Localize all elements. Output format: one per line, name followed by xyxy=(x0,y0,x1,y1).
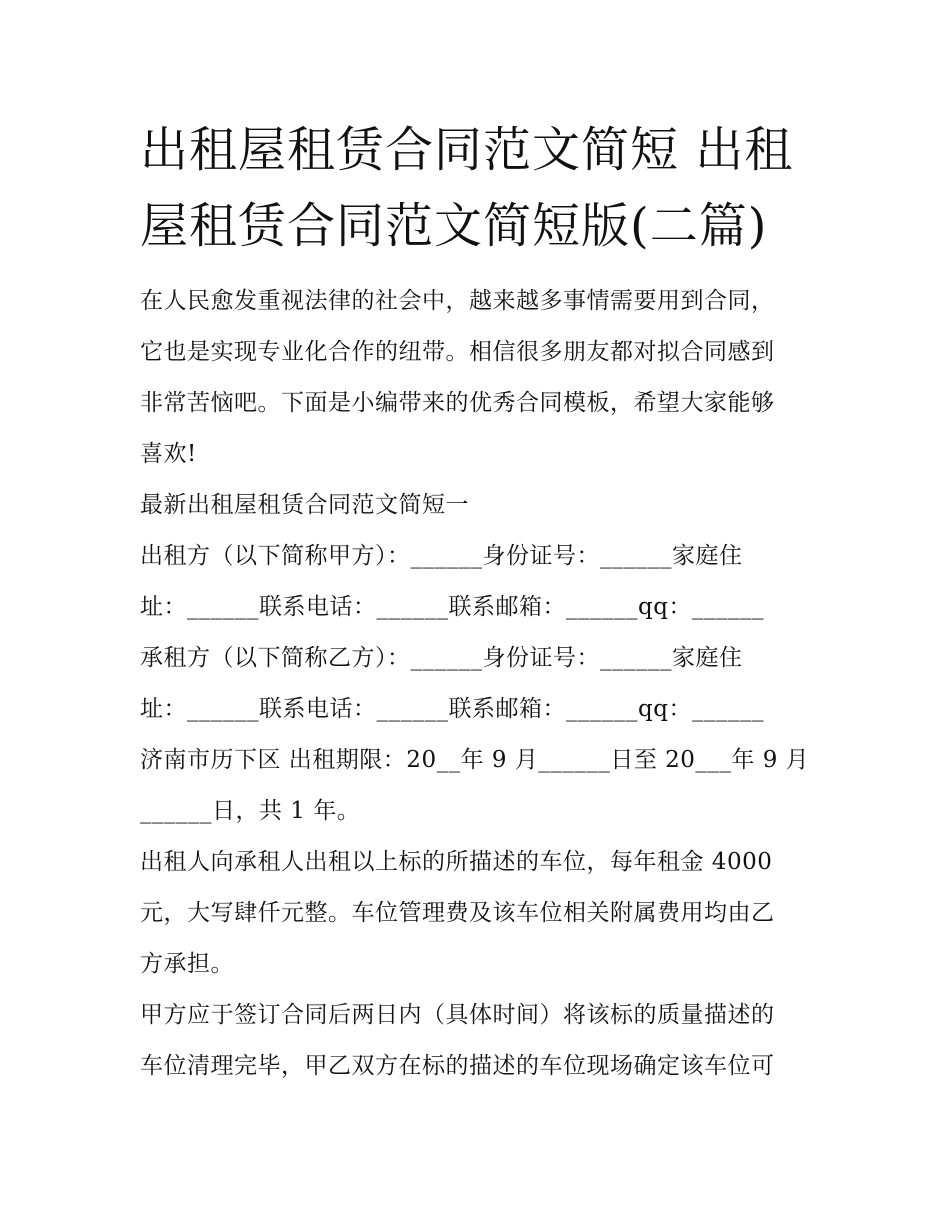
rent-line-1: 出租人向承租人出租以上标的所描述的车位，每年租金 4000 xyxy=(140,849,773,875)
term-line-2: ______日，共 1 年。 xyxy=(140,798,361,824)
rent-line-2: 元，大写肆仟元整。车位管理费及该车位相关附属费用均由乙 xyxy=(140,900,775,926)
rent-line-3: 方承担。 xyxy=(140,951,234,977)
lessor-line-2: 址：______联系电话：______联系邮箱：______qq：______ xyxy=(140,594,764,620)
document-title xyxy=(140,112,830,264)
intro-line-3: 非常苦恼吧。下面是小编带来的优秀合同模板，希望大家能够 xyxy=(140,390,775,416)
delivery-line-2: 车位清理完毕，甲乙双方在标的描述的车位现场确定该车位可 xyxy=(140,1053,775,1079)
intro-line-4: 喜欢! xyxy=(140,441,197,467)
lessee-line-2: 址：______联系电话：______联系邮箱：______qq：______ xyxy=(140,696,764,722)
document-body xyxy=(140,276,830,1092)
title-line-1: 出租屋租赁合同范文简短 出租 xyxy=(140,122,794,178)
section-heading: 最新出租屋租赁合同范文简短一 xyxy=(140,492,469,518)
intro-line-1: 在人民愈发重视法律的社会中，越来越多事情需要用到合同， xyxy=(140,288,775,314)
title-line-2: 屋租赁合同范文简短版(二篇) xyxy=(140,198,768,254)
intro-line-2: 它也是实现专业化合作的纽带。相信很多朋友都对拟合同感到 xyxy=(140,339,775,365)
lessee-line-1: 承租方（以下简称乙方）：______身份证号：______家庭住 xyxy=(140,645,743,671)
delivery-line-1: 甲方应于签订合同后两日内（具体时间）将该标的质量描述的 xyxy=(140,1002,775,1028)
term-line-1: 济南市历下区 出租期限：20__年 9 月______日至 20___年 9 月 xyxy=(140,747,810,773)
lessor-line-1: 出租方（以下简称甲方）：______身份证号：______家庭住 xyxy=(140,543,743,569)
